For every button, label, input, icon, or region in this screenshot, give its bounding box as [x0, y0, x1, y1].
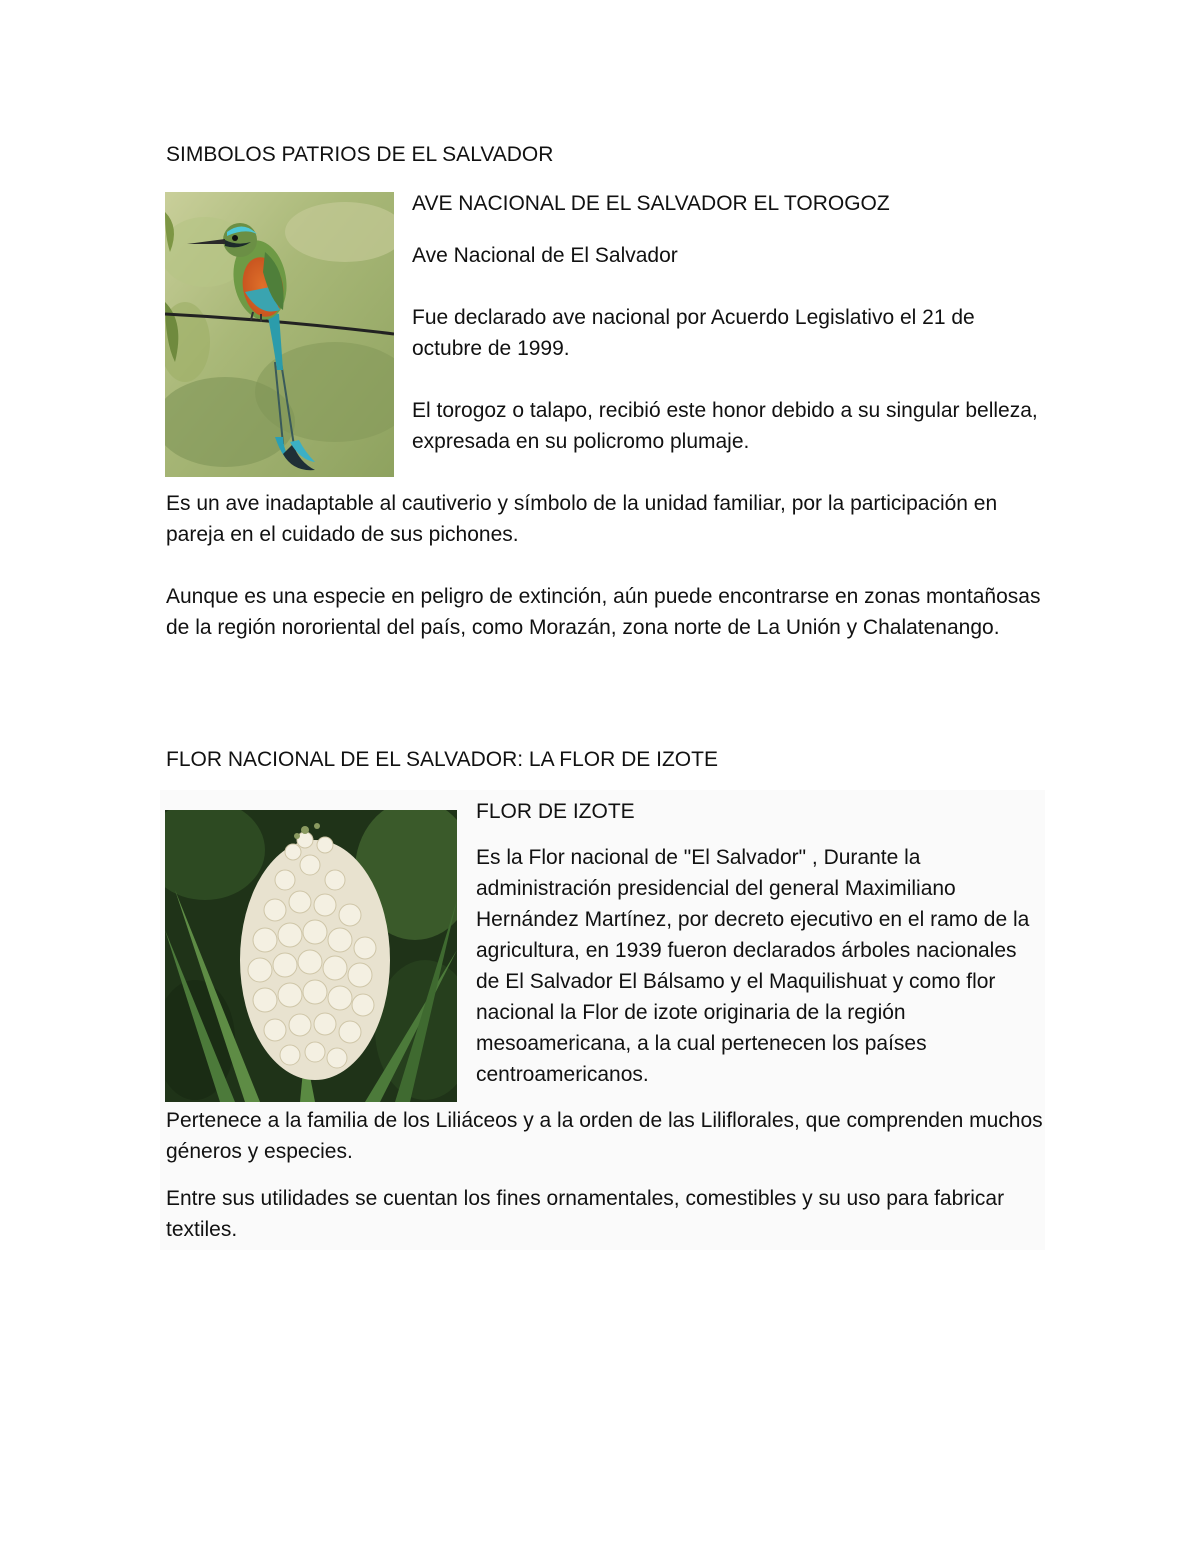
flower-paragraph-history: Es la Flor nacional de "El Salvador" , Durante la administración presidencial del general Maximiliano Hernández Martínez, por decreto ejecutivo en el ramo de la agricultura, en 1939 fueron declarados árboles nacionales de El Salvador El Bálsamo y el Maquilishuat y como flor nacional la Flor de izote originaria de la región mesoamericana, a la cual pertenecen los países centroamericanos.	[476, 846, 1030, 1086]
document-title: SIMBOLOS PATRIOS DE EL SALVADOR	[166, 143, 554, 166]
bird-paragraph-declaration: Fue declarado ave nacional por Acuerdo Legislativo el 21 de octubre de 1999.	[412, 306, 975, 360]
bird-paragraph-habitat: Aunque es una especie en peligro de extinción, aún puede encontrarse en zonas montañosas de la región nororiental del país, como Morazán, zona norte de La Unión y Chalatenango.	[166, 585, 1041, 639]
flor-de-izote-photo	[165, 810, 457, 1102]
torogoz-illustration	[165, 192, 394, 477]
bird-section-heading: AVE NACIONAL DE EL SALVADOR EL TOROGOZ	[412, 192, 890, 215]
izote-illustration	[165, 810, 457, 1102]
flower-section-heading: FLOR NACIONAL DE EL SALVADOR: LA FLOR DE IZOTE	[166, 748, 718, 771]
bird-section-subheading: Ave Nacional de El Salvador	[412, 244, 678, 267]
bird-paragraph-captivity: Es un ave inadaptable al cautiverio y símbolo de la unidad familiar, por la participación en pareja en el cuidado de sus pichones.	[166, 492, 998, 546]
flower-paragraph-family: Pertenece a la familia de los Liliáceos y a la orden de las Liliflorales, que comprenden muchos géneros y especies.	[166, 1109, 1043, 1163]
bird-paragraph-honor: El torogoz o talapo, recibió este honor debido a su singular belleza, expresada en su policromo plumaje.	[412, 399, 1038, 453]
flower-paragraph-uses: Entre sus utilidades se cuentan los fines ornamentales, comestibles y su uso para fabricar textiles.	[166, 1187, 1005, 1241]
torogoz-bird-photo	[165, 192, 394, 477]
flower-section-subheading: FLOR DE IZOTE	[476, 800, 635, 823]
